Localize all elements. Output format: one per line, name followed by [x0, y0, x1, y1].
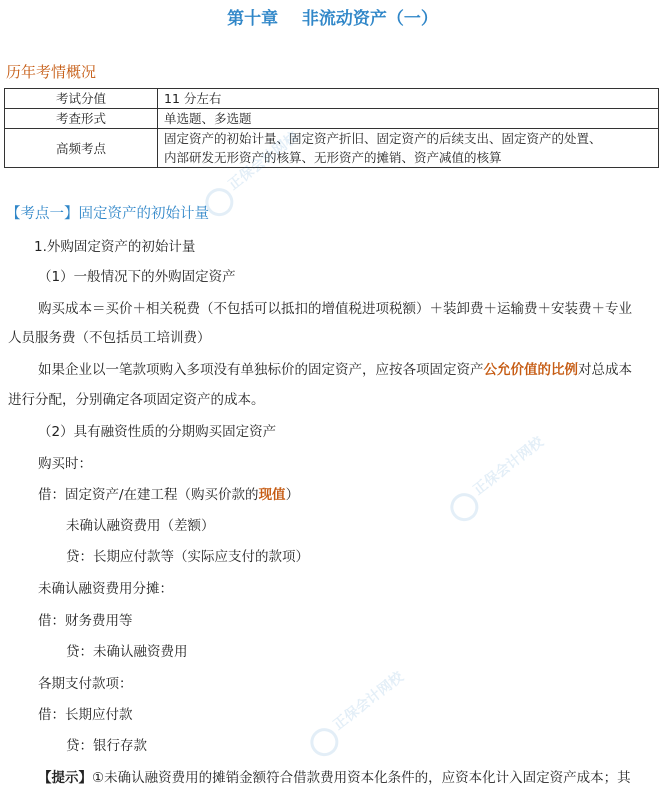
table-value-cell: 单选题、多选题	[158, 109, 659, 129]
table-row	[5, 129, 659, 168]
table-value-line: 内部研发无形资产的核算、无形资产的摊销、资产减值的核算	[164, 150, 502, 165]
text-run: 借：固定资产/在建工程（购买价款的	[38, 487, 259, 503]
overview-heading: 历年考情概况	[6, 63, 97, 81]
watermark-logo-icon	[445, 487, 484, 526]
table-key-cell: 考查形式	[5, 109, 158, 129]
table-value-line: 固定资产的初始计量、固定资产折旧、固定资产的后续支出、固定资产的处置、	[164, 131, 602, 146]
table-value-cell: 11 分左右	[158, 89, 659, 109]
paragraph	[38, 358, 632, 378]
journal-entry: 贷：银行存款	[66, 738, 147, 754]
paragraph: 购买成本＝买价＋相关税费（不包括可以抵扣的增值税进项税额）＋装卸费＋运输费＋安装费＋专业	[38, 301, 632, 317]
table-key-cell: 考试分值	[5, 89, 158, 109]
watermark-text: 正保会计网校	[470, 434, 547, 499]
table-row	[5, 109, 659, 129]
highlight-text: 现值	[258, 487, 286, 503]
kp1-heading: 【考点一】固定资产的初始计量	[6, 206, 209, 222]
journal-entry: 贷：长期应付款等（实际应支付的款项）	[66, 549, 309, 565]
watermark-text: 正保会计网校	[225, 129, 302, 194]
watermark-logo-icon	[305, 722, 344, 761]
table-value-cell	[158, 129, 659, 168]
journal-entry: 贷：未确认融资费用	[66, 644, 188, 660]
tip-paragraph	[38, 766, 631, 786]
table-key-cell: 高频考点	[5, 129, 158, 168]
journal-entry: 未确认融资费用（差额）	[66, 518, 215, 534]
watermark-text: 正保会计网校	[330, 669, 407, 734]
paragraph: （1）一般情况下的外购固定资产	[38, 269, 236, 285]
text-run: 对总成本	[578, 362, 632, 378]
journal-entry: 借：长期应付款	[38, 707, 133, 723]
paragraph: 人员服务费（不包括员工培训费）	[8, 330, 211, 346]
paragraph: 购买时：	[38, 456, 92, 472]
tip-label: 【提示】	[38, 770, 92, 786]
watermark	[439, 423, 562, 533]
exam-overview-table	[4, 88, 659, 168]
paragraph: （2）具有融资性质的分期购买固定资产	[38, 424, 277, 440]
paragraph: 1.外购固定资产的初始计量	[34, 239, 196, 255]
journal-entry: 借：财务费用等	[38, 613, 133, 629]
watermark	[299, 658, 422, 768]
journal-entry	[38, 483, 299, 503]
table-row	[5, 89, 659, 109]
text-run: ①未确认融资费用的摊销金额符合借款费用资本化条件的，应资本化计入固定资产成本；其	[92, 770, 631, 786]
text-run: ）	[285, 487, 300, 503]
chapter-title: 第十章 非流动资产（一）	[227, 9, 438, 29]
paragraph: 未确认融资费用分摊：	[38, 581, 173, 597]
paragraph: 各期支付款项：	[38, 676, 133, 692]
paragraph: 进行分配，分别确定各项固定资产的成本。	[8, 392, 265, 408]
text-run: 如果企业以一笔款项购入多项没有单独标价的固定资产，应按各项固定资产	[38, 362, 484, 378]
highlight-text: 公允价值的比例	[483, 362, 578, 378]
